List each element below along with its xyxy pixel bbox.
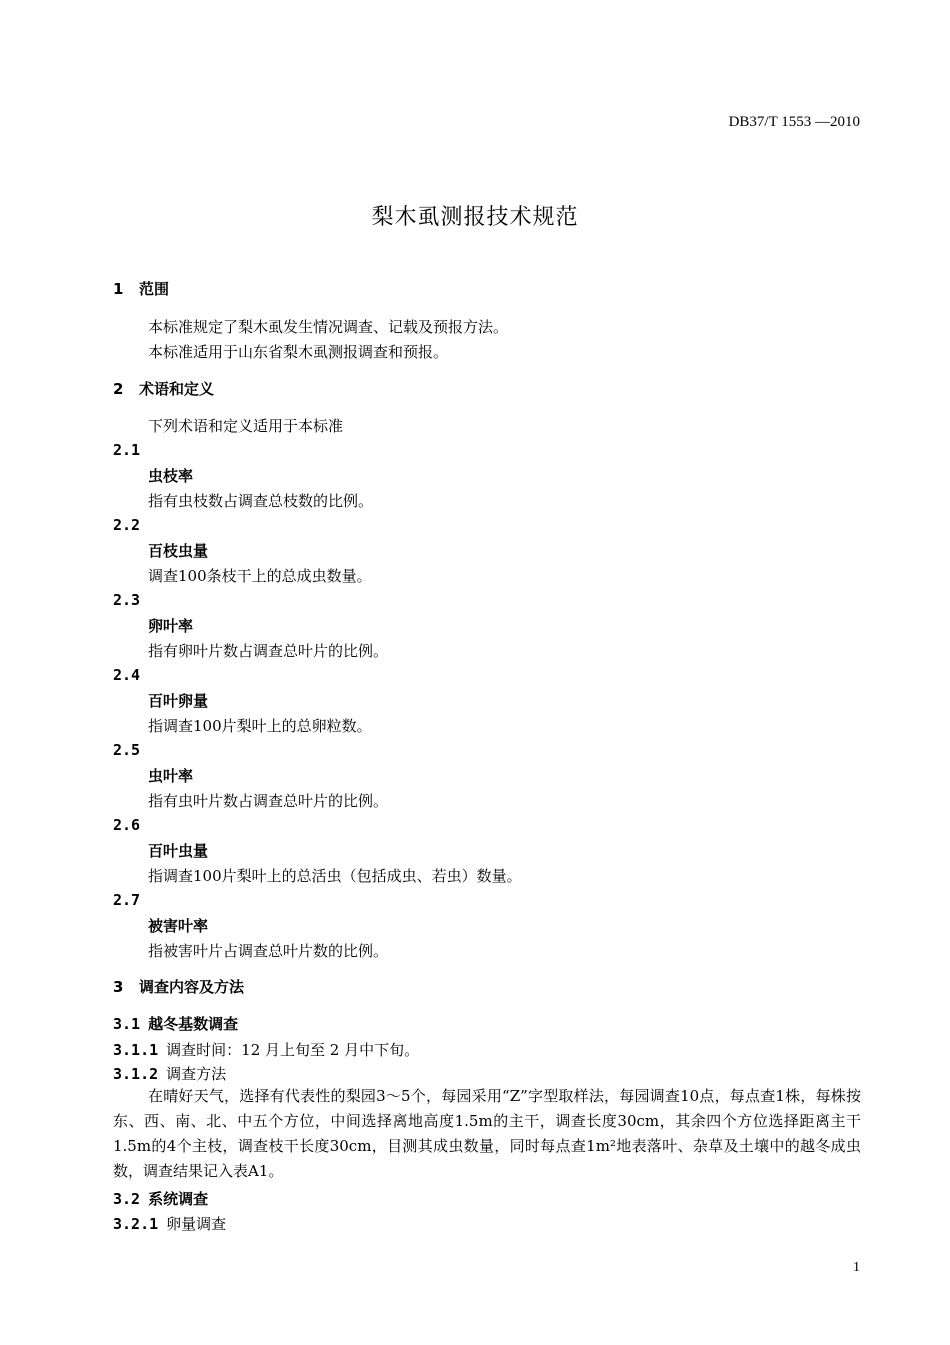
term-name: 百叶卵量 — [148, 692, 209, 710]
subsection-number: 3.1.1 — [113, 1041, 159, 1059]
section-number: 2 — [113, 380, 124, 398]
section-number: 1 — [113, 280, 124, 298]
term-name: 虫叶率 — [148, 767, 194, 785]
document-title: 梨木虱测报技术规范 — [371, 205, 579, 230]
term-name: 虫枝率 — [148, 467, 194, 485]
term-number: 2.2 — [113, 516, 141, 534]
section-3-heading — [113, 976, 244, 997]
section-1-heading — [113, 278, 169, 299]
subsection-text: 调查时间：12 月上旬至 2 月中下旬。 — [166, 1041, 420, 1059]
term-definition: 指有虫叶片数占调查总叶片的比例。 — [148, 792, 389, 810]
subsection-number: 3.1.2 — [113, 1065, 159, 1083]
term-number: 2.4 — [113, 666, 141, 684]
term-name: 百叶虫量 — [148, 842, 209, 860]
subsection-3-1-1 — [113, 1039, 419, 1060]
term-number: 2.5 — [113, 741, 141, 759]
subsection-title: 越冬基数调查 — [148, 1015, 239, 1033]
subsection-3-1-2 — [113, 1063, 226, 1084]
section-1-line-1: 本标准规定了梨木虱发生情况调查、记载及预报方法。 — [148, 318, 509, 336]
term-number: 2.1 — [113, 441, 141, 459]
term-name: 卵叶率 — [148, 617, 194, 635]
subsection-text: 卵量调查 — [166, 1215, 227, 1233]
term-name: 被害叶率 — [148, 917, 209, 935]
term-definition: 调查100条枝干上的总成虫数量。 — [148, 567, 372, 585]
term-definition: 指被害叶片占调查总叶片数的比例。 — [148, 942, 389, 960]
term-number: 2.7 — [113, 891, 141, 909]
page-number: 1 — [853, 1260, 860, 1275]
term-definition: 指调查100片梨叶上的总卵粒数。 — [148, 717, 372, 735]
standard-code: DB37/T 1553 —2010 — [728, 114, 860, 130]
survey-method-paragraph: 在晴好天气，选择有代表性的梨园3～5个，每园采用“Z”字型取样法，每园调查10点，每点查1株，每株按东、西、南、北、中五个方位，中间选择离地高度1.5m的主干，调查长度30cm，其余四个方位选择距离主干1.5m的4个主枝，调查枝干长度30cm，目测其成虫数量，同时每点查1m²地表落叶、杂草及土壤中的越冬成虫数，调查结果记入表A1。 — [113, 1087, 861, 1180]
subsection-number: 3.1 — [113, 1015, 141, 1033]
subsection-3-1 — [113, 1013, 238, 1034]
subsection-number: 3.2.1 — [113, 1215, 159, 1233]
term-number: 2.6 — [113, 816, 141, 834]
section-2-intro: 下列术语和定义适用于本标准 — [148, 417, 344, 435]
section-number: 3 — [113, 978, 124, 996]
section-1-line-2: 本标准适用于山东省梨木虱测报调查和预报。 — [148, 343, 449, 361]
section-title: 术语和定义 — [139, 380, 215, 398]
section-2-heading — [113, 378, 214, 399]
section-title: 调查内容及方法 — [139, 978, 245, 996]
term-definition: 指有虫枝数占调查总枝数的比例。 — [148, 492, 374, 510]
subsection-3-2 — [113, 1188, 208, 1209]
subsection-number: 3.2 — [113, 1190, 141, 1208]
term-name: 百枝虫量 — [148, 542, 209, 560]
subsection-text: 调查方法 — [166, 1065, 227, 1083]
subsection-title: 系统调查 — [148, 1190, 209, 1208]
term-definition: 指有卵叶片数占调查总叶片的比例。 — [148, 642, 389, 660]
section-title: 范围 — [139, 280, 170, 298]
subsection-3-2-1 — [113, 1213, 226, 1234]
term-definition: 指调查100片梨叶上的总活虫（包括成虫、若虫）数量。 — [148, 867, 522, 885]
term-number: 2.3 — [113, 591, 141, 609]
